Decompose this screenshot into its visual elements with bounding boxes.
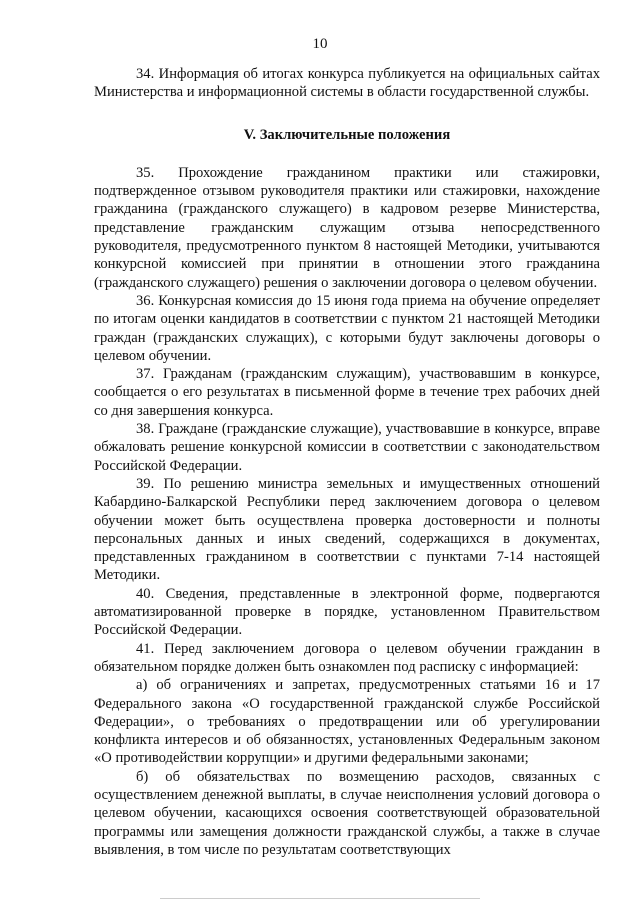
paragraph-36: 36. Конкурсная комиссия до 15 июня года приема на обучение определяет по итогам оценки кандидатов в соответствии с пунктом 21 настоящей Методики граждан (гражданских служащих), с которыми будут заключены договоры о целевом обучении. — [94, 292, 600, 364]
paragraph-40: 40. Сведения, представленные в электронной форме, подвергаются автоматизированной проверке в порядке, установленном Правительством Российской Федерации. — [94, 585, 600, 639]
paragraph-37: 37. Гражданам (гражданским служащим), участвовавшим в конкурсе, сообщается о его результатах в письменной форме в течение трех рабочих дней со дня завершения конкурса. — [94, 366, 600, 419]
page-content — [94, 65, 600, 859]
section-heading: V. Заключительные положения — [243, 126, 451, 143]
bottom-divider — [160, 898, 480, 899]
paragraph-38: 38. Граждане (гражданские служащие), участвовавшие в конкурсе, вправе обжаловать решение конкурсной комиссии в соответствии с законодательством Российской Федерации. — [94, 421, 600, 474]
page-number: 10 — [312, 36, 328, 52]
paragraph-35: 35. Прохождение гражданином практики или стажировки, подтвержденное отзывом руководителя практики или стажировки, нахождение гражданина (гражданского служащего) в кадровом резерве Министерства, представление гражданским служащим отзыва непосредственного руководителя, предусмотренного пунктом 8 настоящей Методики, учитываются конкурсной комиссией при принятии в отношении этого гражданина (гражданского служащего) решения о заключении договора о целевом обучении. — [94, 164, 600, 291]
paragraph-41: 41. Перед заключением договора о целевом обучении гражданин в обязательном порядке должен быть ознакомлен под расписку с информацией: — [94, 640, 600, 675]
paragraph-41-b: б) об обязательствах по возмещению расходов, связанных с осуществлением денежной выплаты, в случае неисполнения условий договора о целевом обучении, касающихся освоения соответствующей образовательной программы или замещения должности гражданской службы, а также в случае выявления, в том числе по результатам соответствующих — [94, 768, 600, 858]
paragraph-34: 34. Информация об итогах конкурса публикуется на официальных сайтах Министерства и информационной системы в области государственной службы. — [94, 66, 600, 101]
paragraph-41-a: а) об ограничениях и запретах, предусмотренных статьями 16 и 17 Федерального закона «О государственной гражданской службе Российской Федерации», о требованиях о предотвращении или об урегулировании конфликта интересов и об обязанностях, установленных Федеральным законом «О противодействии коррупции» и другими федеральными законами; — [94, 677, 600, 767]
paragraph-39: 39. По решению министра земельных и имущественных отношений Кабардино-Балкарской Республики перед заключением договора о целевом обучении может быть осуществлена проверка достоверности и полноты персональных данных и иных сведений, содержащихся в документах, представленных гражданином в соответствии с пунктами 7-14 настоящей Методики. — [94, 475, 600, 584]
